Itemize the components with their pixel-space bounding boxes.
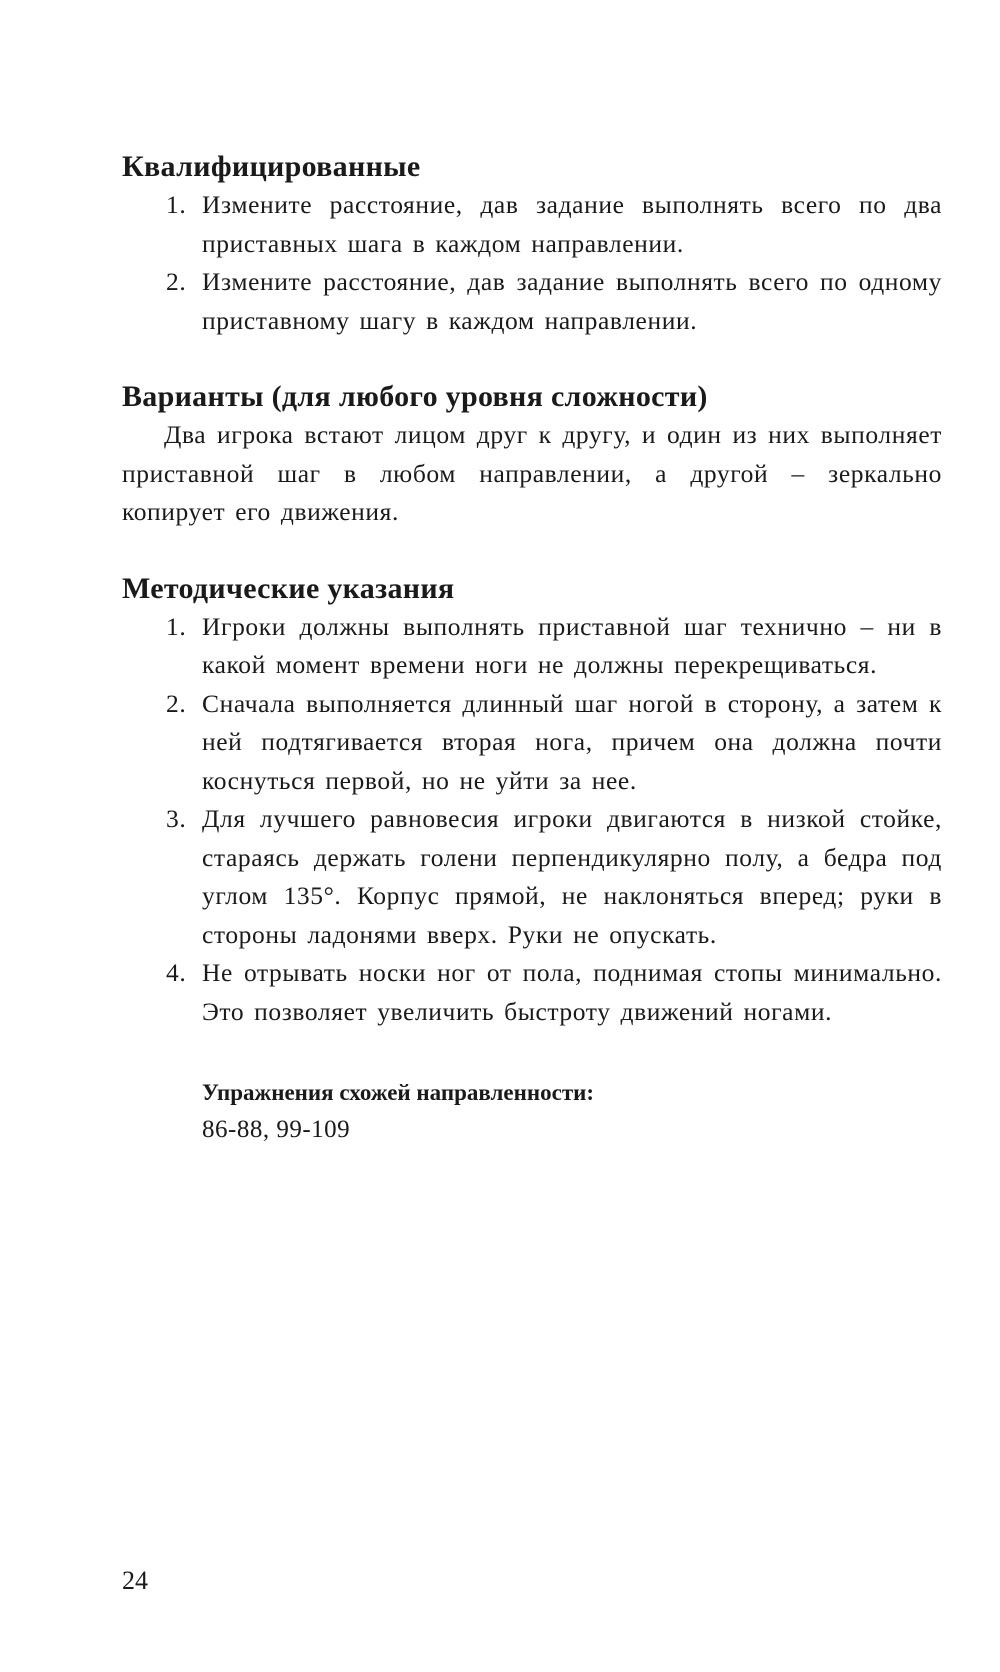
related-exercises-title: Упражнения схожей направленности: bbox=[202, 1080, 595, 1105]
section-heading-variants: Варианты (для любого уровня сложности) bbox=[122, 380, 708, 413]
list-item-text: Измените расстояние, дав задание выполнять всего по одному приставному шагу в каждом направлении. bbox=[202, 267, 942, 335]
list-item bbox=[122, 608, 942, 685]
list-item-number: 1. bbox=[166, 611, 187, 641]
section-guidelines bbox=[122, 570, 942, 1032]
list-item-text: Сначала выполняется длинный шаг ногой в сторону, а затем к ней подтягивается вторая нога, причем она должна почти коснуться первой, но не уйти за нее. bbox=[202, 688, 942, 795]
list-item-number: 4. bbox=[166, 958, 187, 987]
list-item-text: Для лучшего равновесия игроки двигаются в низкой стойке, стараясь держать голени перпендикулярно полу, а бедра под углом 135°. Корпус прямой, не наклоняться вперед; руки в стороны ладонями вверх. Руки не опускать. bbox=[202, 804, 942, 949]
list-item bbox=[122, 685, 942, 801]
guidelines-list bbox=[122, 608, 942, 1032]
list-item-number: 1. bbox=[166, 190, 187, 219]
list-item bbox=[122, 263, 942, 340]
list-item bbox=[122, 800, 942, 954]
related-exercises-values: 86-88, 99-109 bbox=[202, 1116, 351, 1143]
list-item bbox=[122, 954, 942, 1031]
list-item-text: Измените расстояние, дав задание выполнять всего по два приставных шага в каждом направлении. bbox=[202, 190, 942, 258]
section-heading-guidelines: Методические указания bbox=[122, 571, 455, 605]
list-item-number: 2. bbox=[166, 688, 187, 718]
section-qualified bbox=[122, 148, 942, 340]
list-item-number: 2. bbox=[166, 267, 187, 296]
list-item bbox=[122, 186, 942, 263]
variants-paragraph: Два игрока встают лицом друг к другу, и один из них выполняет приставной шаг в любом направлении, а другой – зеркально копирует его движения. bbox=[122, 420, 942, 526]
page-number: 24 bbox=[122, 1566, 148, 1595]
list-item-text: Не отрывать носки ног от пола, поднимая стопы минимально. Это позволяет увеличить быстроту движений ногами. bbox=[202, 958, 942, 1026]
book-page bbox=[122, 148, 942, 1149]
list-item-text: Игроки должны выполнять приставной шаг технично – ни в какой момент времени ноги не должны перекрещиваться. bbox=[202, 611, 942, 679]
related-exercises bbox=[122, 1075, 942, 1149]
list-item-number: 3. bbox=[166, 804, 187, 833]
section-variants bbox=[122, 378, 942, 532]
qualified-list bbox=[122, 186, 942, 340]
section-heading-qualified: Квалифицированные bbox=[122, 150, 421, 183]
